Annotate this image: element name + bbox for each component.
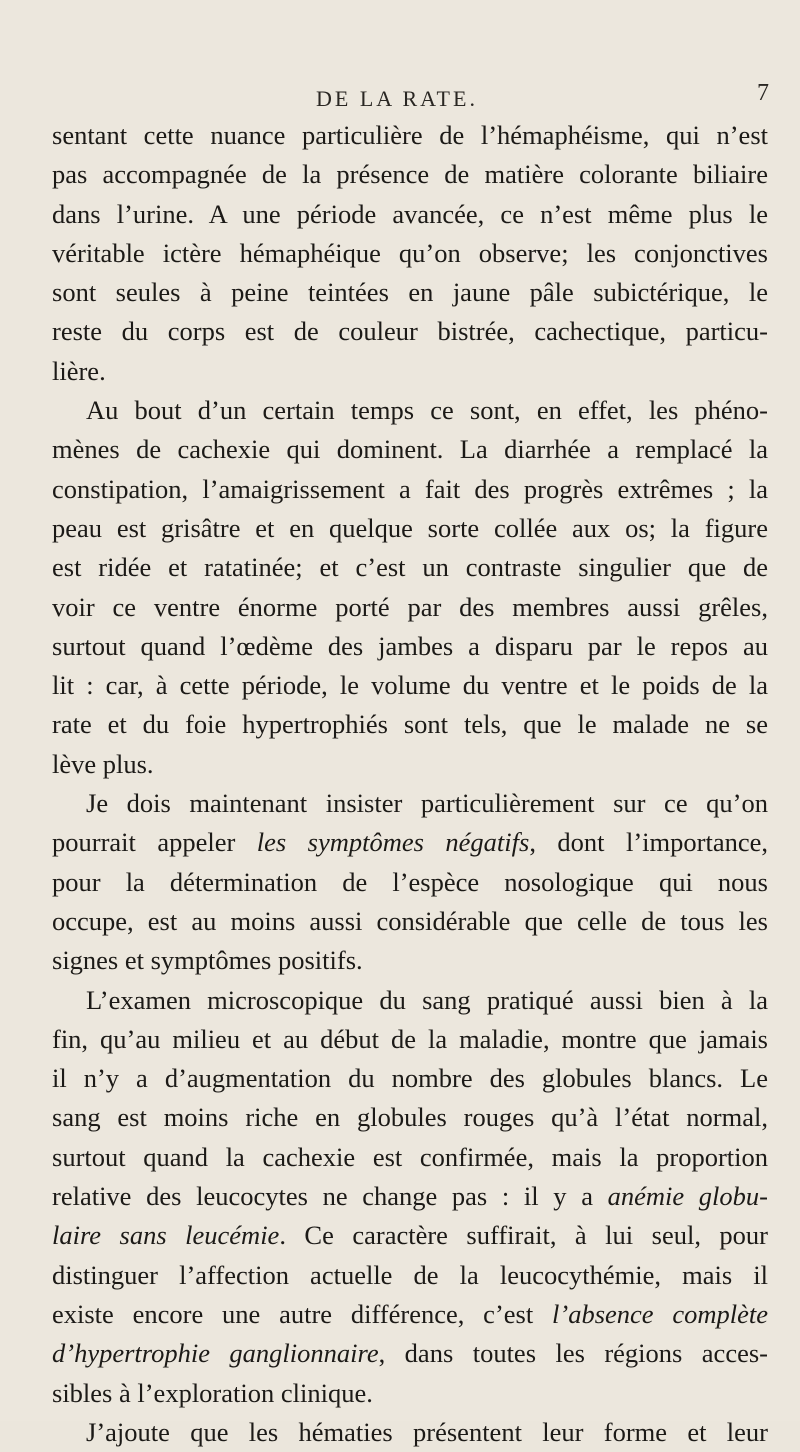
running-head xyxy=(0,80,800,116)
text-line xyxy=(52,1295,768,1334)
text-line: fin, qu’au milieu et au début de la maladie, montre que jamais xyxy=(52,1023,768,1054)
text-line xyxy=(52,1334,768,1373)
text-line: sont seules à peine teintées en jaune pâle subictérique, le xyxy=(52,277,768,308)
text-line: signes et symptômes positifs. xyxy=(52,945,363,976)
text-run: , dont l’importance, xyxy=(529,827,769,858)
text-line xyxy=(52,823,768,862)
text-line: sibles à l’exploration clinique. xyxy=(52,1377,373,1408)
text-line: pour la détermination de l’espèce nosologique qui nous xyxy=(52,866,768,897)
text-line: L’examen microscopique du sang pratiqué aussi bien à la xyxy=(86,984,768,1015)
text-line: lière. xyxy=(52,355,106,386)
text-line: surtout quand l’œdème des jambes a disparu par le repos au xyxy=(52,630,768,661)
italic-phrase: anémie globu- xyxy=(607,1181,768,1212)
text-line: rate et du foie hypertrophiés sont tels, que le malade ne se xyxy=(52,709,768,740)
text-line xyxy=(52,1177,768,1216)
italic-phrase: les symptômes négatifs xyxy=(256,827,530,858)
text-run: pourrait appeler xyxy=(52,827,257,858)
italic-phrase: l’absence complète xyxy=(552,1298,769,1329)
text-line: est ridée et ratatinée; et c’est un contraste singulier que de xyxy=(52,552,768,583)
text-line: pas accompagnée de la présence de matière colorante biliaire xyxy=(52,159,768,190)
text-line: voir ce ventre énorme porté par des membres aussi grêles, xyxy=(52,591,768,622)
text-line: distinguer l’affection actuelle de la leucocythémie, mais il xyxy=(52,1259,768,1290)
text-line xyxy=(52,1216,768,1255)
text-run: . Ce caractère suffirait, à lui seul, pour xyxy=(279,1220,768,1251)
text-line: reste du corps est de couleur bistrée, cachectique, particu- xyxy=(52,316,768,347)
text-line: véritable ictère hémaphéique qu’on observe; les conjonctives xyxy=(52,237,768,268)
italic-phrase: d’hypertrophie ganglionnaire xyxy=(52,1338,379,1369)
text-line: surtout quand la cachexie est confirmée, mais la proportion xyxy=(52,1141,768,1172)
text-line: mènes de cachexie qui dominent. La diarrhée a remplacé la xyxy=(52,434,768,465)
text-run: , dans toutes les régions acces- xyxy=(378,1338,768,1369)
text-line: sentant cette nuance particulière de l’hémaphéisme, qui n’est xyxy=(52,120,768,150)
text-line: lève plus. xyxy=(52,748,154,779)
body-text xyxy=(52,116,768,1452)
text-line: occupe, est au moins aussi considérable que celle de tous les xyxy=(52,905,768,936)
text-run: existe encore une autre différence, c’est xyxy=(52,1298,553,1329)
page-number: 7 xyxy=(757,80,769,106)
text-run: relative des leucocytes ne change pas : il y a xyxy=(52,1181,608,1212)
text-line: lit : car, à cette période, le volume du ventre et le poids de la xyxy=(52,670,768,701)
text-line: sang est moins riche en globules rouges qu’à l’état normal, xyxy=(52,1102,768,1133)
text-line: J’ajoute que les hématies présentent leur forme et leur xyxy=(86,1416,768,1447)
text-line: peau est grisâtre et en quelque sorte collée aux os; la figure xyxy=(52,512,768,543)
text-line: Je dois maintenant insister particulièrement sur ce qu’on xyxy=(86,788,768,819)
text-line: constipation, l’amaigrissement a fait des progrès extrêmes ; la xyxy=(52,473,768,504)
running-title: DE LA RATE. xyxy=(316,86,478,111)
italic-phrase: laire sans leucémie xyxy=(52,1220,280,1251)
text-line: Au bout d’un certain temps ce sont, en effet, les phéno- xyxy=(86,395,768,426)
text-line: il n’y a d’augmentation du nombre des globules blancs. Le xyxy=(52,1063,768,1094)
text-line: dans l’urine. A une période avancée, ce n’est même plus le xyxy=(52,198,768,229)
